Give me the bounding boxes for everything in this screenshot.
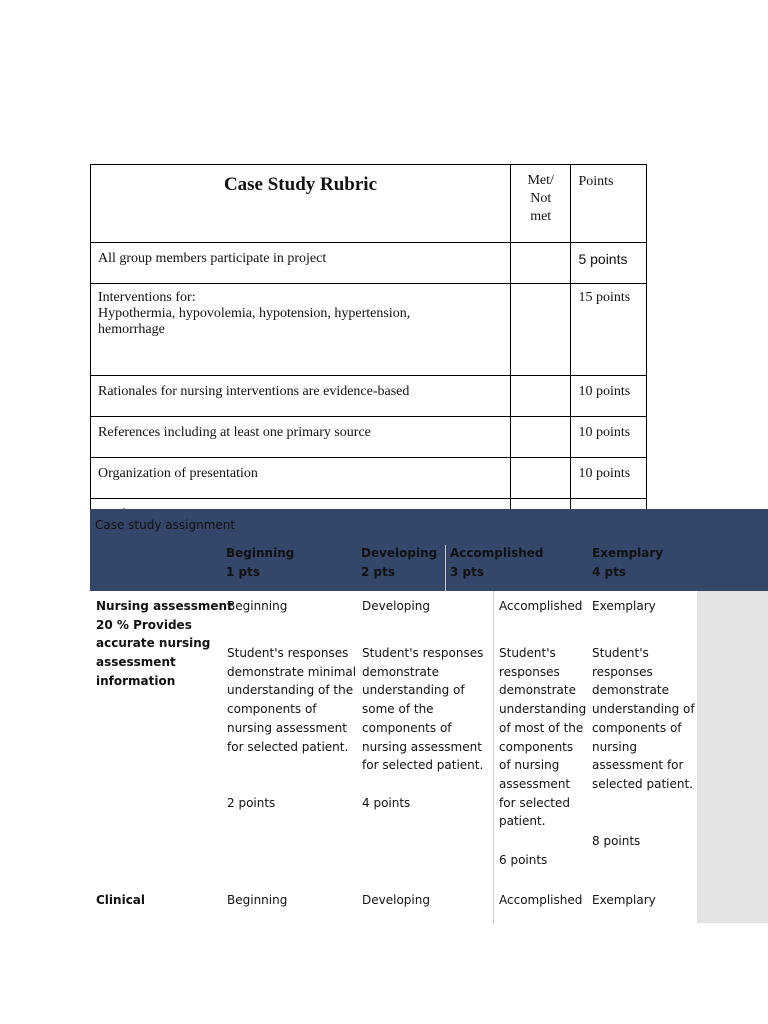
level-points: 4 pts	[592, 565, 626, 579]
level-points-value: 6 points	[499, 853, 548, 867]
assignment-title: Case study assignment	[95, 518, 236, 532]
level-points-value: 2 points	[227, 796, 276, 810]
level-label: Accomplished	[499, 893, 583, 907]
label-line: assessment	[96, 655, 176, 670]
description-line: some of the	[362, 702, 434, 717]
description-line: of most of the	[499, 720, 584, 735]
level-label: Beginning	[227, 893, 288, 907]
rubric-row	[91, 417, 647, 458]
case-study-assignment-table	[90, 509, 768, 923]
description-line: selected patient.	[592, 776, 693, 791]
description-line: demonstrate	[362, 664, 439, 679]
description-line: components of	[592, 720, 682, 735]
met-cell	[510, 458, 570, 499]
level-label: Accomplished	[499, 599, 583, 613]
description-line: assessment for	[592, 758, 684, 773]
label-line: information	[96, 673, 176, 688]
description-line: assessment	[499, 776, 571, 791]
description-line: understanding of the	[227, 683, 354, 698]
rubric-row	[91, 284, 647, 376]
description-line: responses	[499, 664, 560, 679]
description-line: demonstrate	[592, 683, 669, 698]
met-cell	[510, 243, 570, 284]
description-line: nursing	[592, 739, 637, 754]
level-label: Developing	[362, 893, 430, 907]
description-line: for selected	[499, 795, 570, 810]
description-line: Student's	[592, 646, 649, 660]
description-line: components of	[227, 702, 317, 717]
level-name: Beginning	[226, 546, 295, 560]
level-description	[362, 644, 483, 775]
met-cell	[510, 284, 570, 376]
criterion-cell: References including at least one primary source	[91, 417, 511, 458]
description-line: components of	[362, 720, 452, 735]
description-line: understanding	[499, 702, 587, 717]
label-line: accurate nursing	[96, 636, 211, 651]
level-description	[227, 644, 356, 756]
level-description	[499, 644, 586, 831]
met-header-line: Met/	[527, 173, 554, 188]
level-points: 1 pts	[226, 565, 260, 579]
description-line: components	[499, 739, 574, 754]
criterion-line: Hypothermia, hypovolemia, hypotension, hypertension,	[98, 306, 411, 321]
points-cell: 15 points	[571, 284, 647, 376]
met-header-line: met	[530, 209, 552, 224]
criterion-cell: All group members participate in project	[91, 243, 511, 284]
label-line: 20 % Provides	[96, 617, 192, 632]
criterion-line: Interventions for:	[98, 290, 196, 305]
rubric-header-row	[91, 165, 647, 243]
description-line: for selected patient.	[227, 739, 349, 754]
level-name: Accomplished	[450, 546, 544, 560]
criterion-label-nursing-assessment	[96, 597, 233, 691]
criterion-cell	[91, 284, 511, 376]
label-line: Nursing assessment	[96, 599, 233, 613]
level-label: Exemplary	[592, 599, 656, 613]
description-line: nursing assessment	[227, 720, 347, 735]
assignment-header	[90, 509, 768, 591]
points-header: Points	[571, 165, 647, 243]
description-line: patient.	[499, 814, 546, 829]
criterion-label-clinical: Clinical	[96, 893, 146, 907]
points-cell: 10 points	[571, 376, 647, 417]
level-label: Exemplary	[592, 893, 656, 907]
met-cell	[510, 417, 570, 458]
description-line: demonstrate minimal	[227, 664, 357, 679]
level-points: 3 pts	[450, 565, 484, 579]
level-points-value: 8 points	[592, 834, 641, 848]
points-cell	[571, 243, 647, 284]
met-header-line: Not	[530, 191, 552, 206]
level-name: Exemplary	[592, 546, 664, 560]
met-header	[510, 165, 570, 243]
side-panel	[697, 591, 768, 923]
level-description	[592, 644, 695, 794]
description-line: of nursing	[499, 758, 560, 773]
description-line: understanding of	[592, 702, 695, 717]
rubric-row	[91, 376, 647, 417]
description-line: demonstrate	[499, 683, 576, 698]
met-cell	[510, 376, 570, 417]
rubric-row	[91, 243, 647, 284]
level-points-value: 4 points	[362, 796, 411, 810]
points-cell: 10 points	[571, 417, 647, 458]
level-label: Beginning	[227, 599, 288, 613]
rubric-title: Case Study Rubric	[223, 174, 378, 195]
level-label: Developing	[362, 599, 430, 613]
criterion-cell: Rationales for nursing interventions are evidence-based	[91, 376, 511, 417]
level-name: Developing	[361, 546, 438, 560]
description-line: Student's responses	[227, 646, 349, 660]
description-line: responses	[592, 664, 653, 679]
column-divider	[493, 591, 494, 923]
rubric-title-cell	[91, 165, 511, 243]
rubric-row	[91, 458, 647, 499]
description-line: Student's	[499, 646, 556, 660]
description-line: understanding of	[362, 683, 465, 698]
level-points: 2 pts	[361, 565, 395, 579]
criterion-cell: Organization of presentation	[91, 458, 511, 499]
criterion-line: hemorrhage	[98, 322, 165, 337]
points-value: 5 points	[578, 251, 628, 267]
header-divider	[445, 545, 446, 591]
description-line: for selected patient.	[362, 758, 484, 773]
description-line: Student's responses	[362, 646, 484, 660]
case-study-rubric-table	[90, 164, 647, 540]
description-line: nursing assessment	[362, 739, 482, 754]
points-cell: 10 points	[571, 458, 647, 499]
